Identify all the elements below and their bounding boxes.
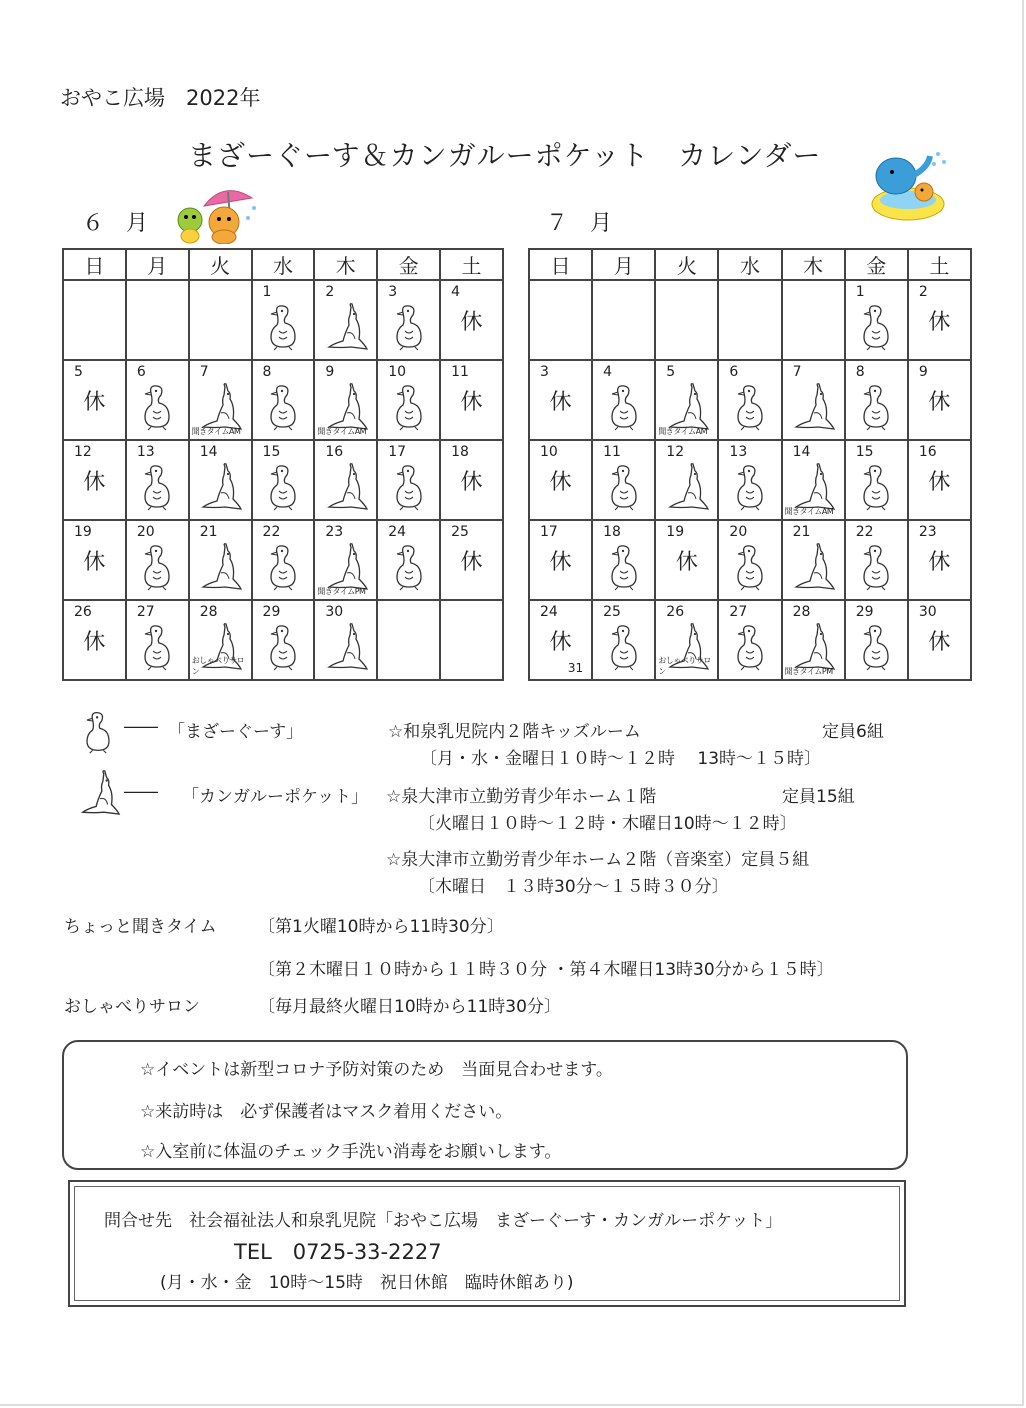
event-note: 聞きタイムAM: [317, 427, 367, 436]
empty-cell: [782, 280, 845, 360]
goose-icon: [389, 463, 429, 511]
day-number: 21: [199, 524, 218, 540]
goose-place: ☆和泉乳児院内２階キッズルーム: [388, 722, 641, 742]
closed-day-mark: 休: [460, 470, 483, 495]
day-cell: [63, 600, 126, 680]
day-cell: [655, 440, 718, 520]
day-number: 10: [540, 444, 558, 460]
day-number: 28: [199, 604, 218, 620]
elephant-pool-icon: [868, 148, 954, 226]
closed-day-mark: 休: [83, 390, 106, 415]
goose-icon: [263, 303, 303, 351]
day-cell: [252, 280, 315, 360]
event-note: おしゃべりサロン: [191, 656, 245, 676]
day-number: 4: [603, 364, 613, 380]
day-cell: [592, 360, 655, 440]
day-number: 29: [855, 604, 874, 620]
day-cell: [592, 600, 655, 680]
day-number: 26: [666, 604, 685, 620]
goose-icon: [389, 543, 429, 591]
goose-hours: 〔月・水・金曜日１０時～１２時 13時～１５時〕: [420, 749, 822, 769]
weekday-header: 土: [440, 249, 503, 280]
closed-day-mark: 休: [460, 310, 483, 335]
day-number: 5: [666, 364, 676, 380]
event-note: 聞きタイムAM: [658, 427, 707, 436]
day-cell: [908, 280, 971, 360]
day-cell: [440, 360, 503, 440]
goose-icon: [856, 463, 896, 511]
kiki-time-2: 〔第２木曜日１０時から１１時３０分 ・第４木曜日13時30分から１５時〕: [258, 960, 834, 980]
goose-icon: [604, 463, 644, 511]
weekday-header: 水: [252, 249, 315, 280]
day-number: 16: [325, 444, 344, 460]
day-cell: [782, 440, 845, 520]
day-cell: [314, 440, 377, 520]
goose-icon: [137, 623, 177, 671]
day-cell: [252, 360, 315, 440]
goose-icon: [263, 623, 303, 671]
kangaroo-icon: [195, 463, 245, 511]
goose-icon: [263, 463, 303, 511]
day-number: 14: [792, 444, 811, 460]
day-cell: [314, 360, 377, 440]
day-number: 9: [918, 364, 928, 380]
day-cell: [314, 520, 377, 600]
day-number: 11: [451, 364, 469, 380]
empty-cell: [592, 280, 655, 360]
day-number: 25: [603, 604, 621, 620]
day-number: 3: [540, 364, 549, 380]
day-number: 19: [74, 524, 92, 540]
day-cell: [63, 360, 126, 440]
day-cell: [377, 360, 440, 440]
day-number: 27: [136, 604, 155, 620]
kangaroo-icon: [662, 383, 712, 431]
day-cell: [845, 280, 908, 360]
day-cell: [529, 600, 592, 680]
closed-day-mark: 休: [928, 630, 951, 655]
brand-title: おやこ広場 2022年: [60, 86, 261, 110]
day-cell: [782, 600, 845, 680]
weekday-header: 月: [592, 249, 655, 280]
empty-cell: [529, 280, 592, 360]
goose-icon: [604, 383, 644, 431]
day-cell: [845, 440, 908, 520]
empty-cell: [126, 280, 189, 360]
day-number: 12: [666, 444, 685, 460]
goose-icon: [730, 623, 770, 671]
day-number: 3: [388, 284, 398, 300]
kangaroo-icon: [321, 623, 371, 671]
day-number: 1: [262, 284, 272, 300]
day-cell: [718, 520, 781, 600]
day-number: 6: [136, 364, 146, 380]
goose-icon: [730, 383, 770, 431]
goose-capacity: 定員6組: [822, 722, 884, 742]
day-number: 26: [74, 604, 92, 620]
closed-day-mark: 休: [549, 550, 572, 575]
day-number: 7: [792, 364, 802, 380]
day-cell: [655, 600, 718, 680]
day-cell: [845, 600, 908, 680]
day-number: 8: [855, 364, 865, 380]
day-cell: [592, 440, 655, 520]
day-number: 23: [918, 524, 937, 540]
day-number: 30: [325, 604, 344, 620]
day-cell: [908, 520, 971, 600]
kangaroo-name: 「カンガルーポケット」: [182, 787, 369, 807]
day-number: 11: [603, 444, 621, 460]
day-cell: [189, 440, 252, 520]
weekday-header: 火: [655, 249, 718, 280]
goose-icon: [856, 303, 896, 351]
weekday-header: 金: [377, 249, 440, 280]
contact-hours: (月・水・金 10時～15時 祝日休館 臨時休館あり): [160, 1273, 574, 1293]
day-cell: [189, 600, 252, 680]
event-note: おしゃべりサロン: [658, 656, 711, 676]
goose-icon: [137, 543, 177, 591]
page-title: まざーぐーす＆カンガルーポケット カレンダー: [188, 139, 822, 172]
day-number: 22: [855, 524, 874, 540]
day-cell: [63, 440, 126, 520]
day-cell: [908, 360, 971, 440]
closed-day-mark: 休: [460, 390, 483, 415]
day-cell: [908, 600, 971, 680]
day-number: 18: [451, 444, 469, 460]
day-cell: [314, 600, 377, 680]
empty-cell: [440, 600, 503, 680]
day-number: 20: [729, 524, 748, 540]
day-cell: [126, 360, 189, 440]
salon-label: おしゃべりサロン: [64, 997, 200, 1017]
day-cell: [252, 600, 315, 680]
closed-day-mark: 休: [83, 550, 106, 575]
day-number: 2: [918, 284, 928, 300]
frog-umbrella-icon: [172, 178, 262, 244]
day-number: 23: [325, 524, 344, 540]
day-number: 18: [603, 524, 621, 540]
kangaroo-icon: [788, 383, 838, 431]
day-number: 20: [136, 524, 155, 540]
day-number: 16: [918, 444, 937, 460]
notice-2: ☆来訪時は 必ず保護者はマスク着用ください。: [140, 1102, 513, 1122]
extra-day-number: 31: [567, 661, 584, 675]
day-cell: [314, 280, 377, 360]
day-cell: [126, 440, 189, 520]
goose-icon: [730, 543, 770, 591]
day-cell: [655, 520, 718, 600]
day-number: 19: [666, 524, 685, 540]
day-number: 12: [74, 444, 92, 460]
day-cell: [252, 520, 315, 600]
goose-icon: [76, 710, 120, 758]
day-number: 7: [199, 364, 209, 380]
goose-icon: [730, 463, 770, 511]
event-note: 聞きタイムAM: [191, 427, 241, 436]
kangaroo-icon: [321, 543, 371, 591]
empty-cell: [189, 280, 252, 360]
day-number: 4: [451, 284, 460, 300]
kiki-time-1: 〔第1火曜10時から11時30分〕: [258, 917, 504, 937]
kangaroo-icon: [788, 543, 838, 591]
day-cell: [377, 440, 440, 520]
event-note: 聞きタイムAM: [784, 507, 834, 516]
day-cell: [126, 520, 189, 600]
day-cell: [440, 440, 503, 520]
weekday-header: 月: [126, 249, 189, 280]
closed-day-mark: 休: [549, 470, 572, 495]
day-cell: [189, 520, 252, 600]
day-cell: [845, 520, 908, 600]
day-cell: [440, 280, 503, 360]
notice-1: ☆イベントは新型コロナ予防対策のため 当面見合わせます。: [140, 1060, 613, 1080]
day-number: 28: [792, 604, 811, 620]
closed-day-mark: 休: [549, 630, 572, 655]
closed-day-mark: 休: [928, 550, 951, 575]
day-cell: [529, 520, 592, 600]
day-number: 13: [136, 444, 155, 460]
empty-cell: [63, 280, 126, 360]
day-cell: [529, 360, 592, 440]
kangaroo-dash: ――: [124, 782, 158, 802]
day-number: 15: [262, 444, 281, 460]
day-number: 17: [540, 524, 558, 540]
day-cell: [908, 440, 971, 520]
day-number: 22: [262, 524, 281, 540]
goose-icon: [389, 383, 429, 431]
contact-org: 問合せ先 社会福祉法人和泉乳児院「おやこ広場 まざーぐーす・カンガルーポケット」: [104, 1211, 783, 1231]
day-number: 21: [792, 524, 811, 540]
day-number: 9: [325, 364, 335, 380]
event-note: 聞きタイムPM: [784, 667, 833, 676]
weekday-header: 日: [529, 249, 592, 280]
july-label: ７ 月: [546, 211, 613, 236]
day-cell: [782, 360, 845, 440]
weekday-header: 日: [63, 249, 126, 280]
day-cell: [592, 520, 655, 600]
day-number: 25: [451, 524, 469, 540]
weekday-header: 土: [908, 249, 971, 280]
day-cell: [440, 520, 503, 600]
empty-cell: [655, 280, 718, 360]
day-cell: [655, 360, 718, 440]
closed-day-mark: 休: [928, 310, 951, 335]
kangaroo-icon: [788, 463, 838, 511]
notice-3: ☆入室前に体温のチェック手洗い消毒をお願いします。: [140, 1142, 562, 1162]
day-cell: [377, 520, 440, 600]
day-cell: [252, 440, 315, 520]
closed-day-mark: 休: [83, 470, 106, 495]
day-number: 27: [729, 604, 748, 620]
goose-icon: [604, 623, 644, 671]
day-cell: [63, 520, 126, 600]
empty-cell: [377, 600, 440, 680]
day-cell: [189, 360, 252, 440]
day-number: 13: [729, 444, 748, 460]
kangaroo-icon: [321, 463, 371, 511]
day-number: 6: [729, 364, 739, 380]
closed-day-mark: 休: [928, 470, 951, 495]
closed-day-mark: 休: [928, 390, 951, 415]
day-number: 5: [74, 364, 83, 380]
weekday-header: 金: [845, 249, 908, 280]
june-calendar: [62, 248, 504, 681]
day-number: 24: [540, 604, 558, 620]
kangaroo-icon: [195, 543, 245, 591]
empty-cell: [718, 280, 781, 360]
day-cell: [126, 600, 189, 680]
day-number: 14: [199, 444, 218, 460]
day-number: 8: [262, 364, 272, 380]
kiki-time-label: ちょっと聞きタイム: [64, 917, 217, 937]
weekday-header: 木: [782, 249, 845, 280]
day-cell: [718, 440, 781, 520]
closed-day-mark: 休: [675, 550, 698, 575]
closed-day-mark: 休: [549, 390, 572, 415]
goose-icon: [137, 383, 177, 431]
goose-icon: [856, 623, 896, 671]
day-cell: [718, 600, 781, 680]
kangaroo-icon: [195, 383, 245, 431]
day-number: 29: [262, 604, 281, 620]
day-number: 1: [855, 284, 865, 300]
day-number: 30: [918, 604, 937, 620]
june-label: ６ 月: [82, 211, 149, 236]
goose-icon: [263, 383, 303, 431]
kangaroo-icon: [321, 303, 371, 351]
contact-tel: TEL 0725-33-2227: [234, 1240, 442, 1264]
weekday-header: 水: [718, 249, 781, 280]
kangaroo-icon: [788, 623, 838, 671]
closed-day-mark: 休: [460, 550, 483, 575]
goose-icon: [856, 543, 896, 591]
day-number: 24: [388, 524, 407, 540]
day-cell: [845, 360, 908, 440]
goose-name: 「まざーぐーす」: [168, 722, 304, 742]
kangaroo-icon: [662, 463, 712, 511]
day-cell: [782, 520, 845, 600]
kangaroo-icon: [74, 770, 124, 820]
kangaroo-icon: [321, 383, 371, 431]
kangaroo-place-1: ☆泉大津市立勤労青少年ホーム１階: [386, 787, 657, 807]
goose-dash: ――: [124, 717, 158, 737]
goose-icon: [856, 383, 896, 431]
weekday-header: 火: [189, 249, 252, 280]
kangaroo-capacity-1: 定員15組: [782, 787, 855, 807]
event-note: 聞きタイムPM: [317, 587, 366, 596]
weekday-header: 木: [314, 249, 377, 280]
kangaroo-hours-1: 〔火曜日１０時～１２時・木曜日10時～１２時〕: [418, 814, 797, 834]
day-number: 17: [388, 444, 407, 460]
day-cell: [529, 440, 592, 520]
day-number: 2: [325, 284, 335, 300]
day-cell: [718, 360, 781, 440]
salon-time: 〔毎月最終火曜日10時から11時30分〕: [258, 997, 561, 1017]
goose-icon: [263, 543, 303, 591]
goose-icon: [389, 303, 429, 351]
day-number: 15: [855, 444, 874, 460]
july-calendar: [528, 248, 972, 681]
day-cell: [377, 280, 440, 360]
closed-day-mark: 休: [83, 630, 106, 655]
day-number: 10: [388, 364, 407, 380]
kangaroo-place-2: ☆泉大津市立勤労青少年ホーム２階（音楽室）定員５組: [386, 850, 810, 870]
kangaroo-hours-2: 〔木曜日 １３時30分～１５時３０分〕: [418, 877, 729, 897]
goose-icon: [137, 463, 177, 511]
goose-icon: [604, 543, 644, 591]
